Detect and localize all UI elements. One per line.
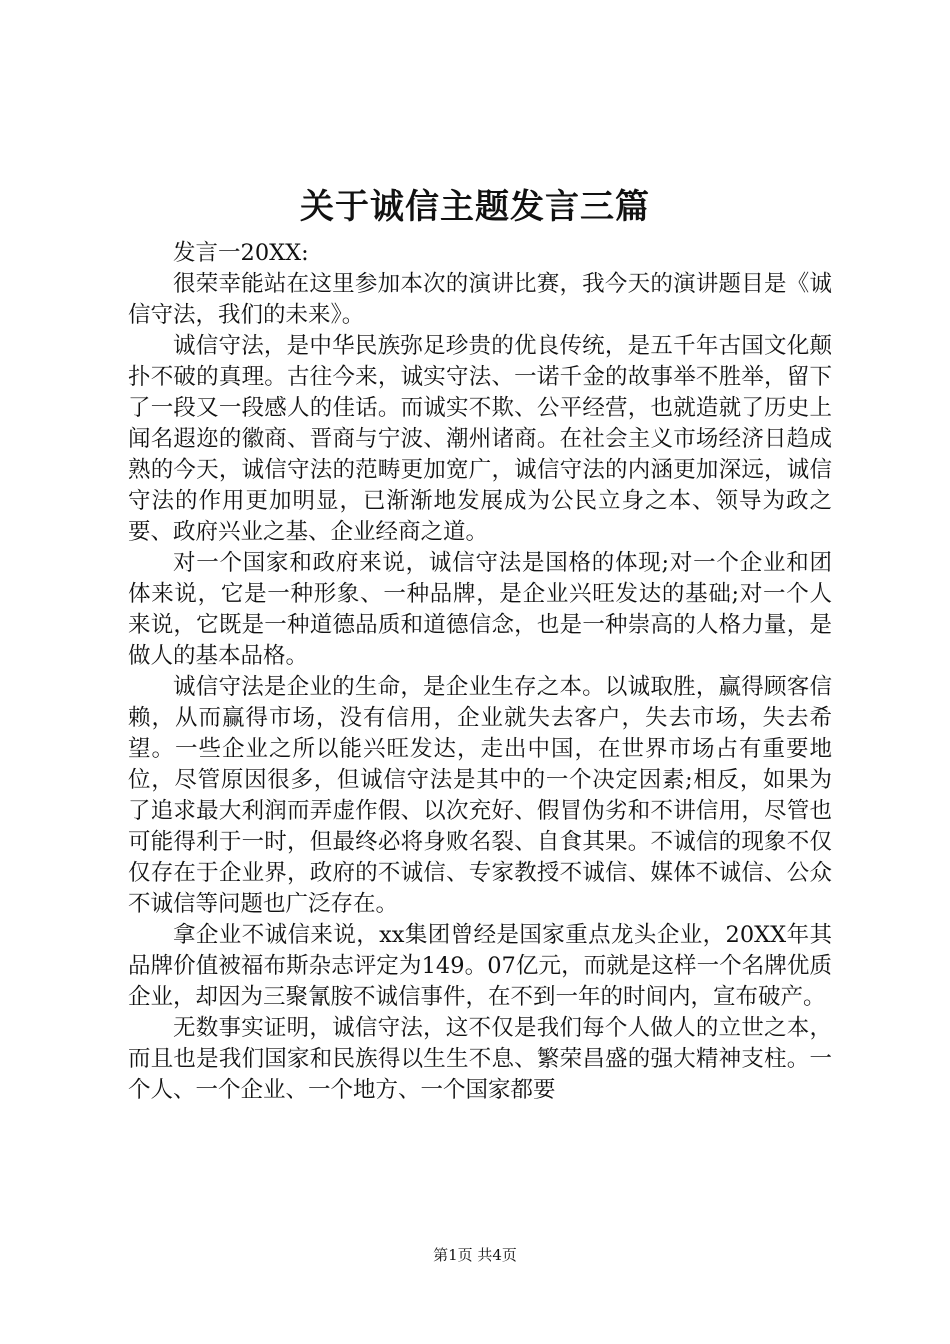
page-footer: 第1页 共4页 <box>433 1246 517 1264</box>
paragraph: 拿企业不诚信来说，xx集团曾经是国家重点龙头企业，20XX年其品牌价值被福布斯杂志评定为149。07亿元，而就是这样一个名牌优质企业，却因为三聚氰胺不诚信事件，在不到一年的时间内，宣布破产。 <box>128 922 832 1010</box>
paragraph: 对一个国家和政府来说，诚信守法是国格的体现;对一个企业和团体来说，它是一种形象、一种品牌，是企业兴旺发达的基础;对一个人来说，它既是一种道德品质和道德信念，也是一种崇高的人格力量，是做人的基本品格。 <box>128 550 832 669</box>
paragraph: 诚信守法是企业的生命，是企业生存之本。以诚取胜，赢得顾客信赖，从而赢得市场，没有信用，企业就失去客户，失去市场，失去希望。一些企业之所以能兴旺发达，走出中国，在世界市场占有重要地位，尽管原因很多，但诚信守法是其中的一个决定因素;相反，如果为了追求最大利润而弄虚作假、以次充好、假冒伪劣和不讲信用，尽管也可能得利于一时，但最终必将身败名裂、自食其果。不诚信的现象不仅仅存在于企业界，政府的不诚信、专家教授不诚信、媒体不诚信、公众不诚信等问题也广泛存在。 <box>128 674 832 917</box>
document-body <box>128 238 832 1106</box>
paragraph: 无数事实证明，诚信守法，这不仅是我们每个人做人的立世之本，而且也是我们国家和民族得以生生不息、繁荣昌盛的强大精神支柱。一个人、一个企业、一个地方、一个国家都要 <box>128 1015 832 1103</box>
document-title: 关于诚信主题发言三篇 <box>300 187 650 227</box>
paragraph: 很荣幸能站在这里参加本次的演讲比赛，我今天的演讲题目是《诚信守法，我们的未来》。 <box>128 271 832 328</box>
paragraph-heading: 发言一20XX: <box>173 240 309 266</box>
paragraph: 诚信守法，是中华民族弥足珍贵的优良传统，是五千年古国文化颠扑不破的真理。古往今来，诚实守法、一诺千金的故事举不胜举，留下了一段又一段感人的佳话。而诚实不欺、公平经营，也就造就了历史上闻名遐迩的徽商、晋商与宁波、潮州诸商。在社会主义市场经济日趋成熟的今天，诚信守法的范畴更加宽广，诚信守法的内涵更加深远，诚信守法的作用更加明显，已渐渐地发展成为公民立身之本、领导为政之要、政府兴业之基、企业经商之道。 <box>128 333 832 545</box>
